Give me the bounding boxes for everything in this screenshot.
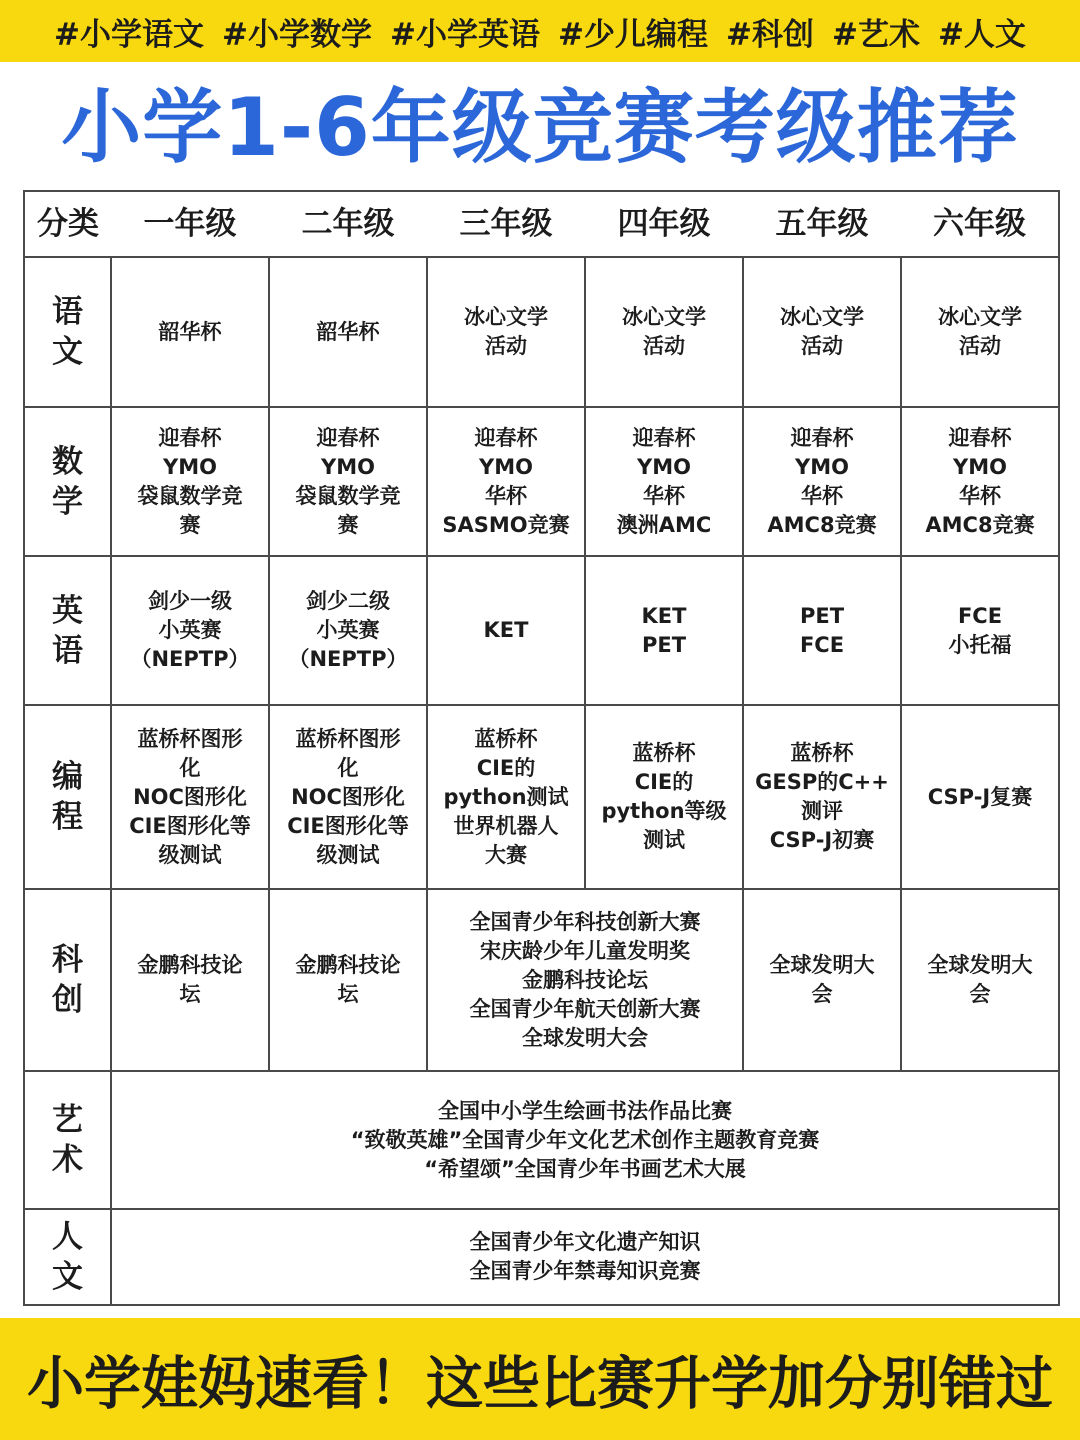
tag-science[interactable]: #科创: [725, 16, 814, 53]
cell-chinese-g4: 冰心文学 活动: [585, 257, 743, 407]
cell-art-all-grades: 全国中小学生绘画书法作品比赛 “致敬英雄”全国青少年文化艺术创作主题教育竞赛 “希望颂”全国青少年书画艺术大展: [111, 1071, 1059, 1209]
row-chinese: [24, 257, 1059, 407]
row-science: [24, 889, 1059, 1071]
cell-humanities-all-grades: 全国青少年文化遗产知识 全国青少年禁毒知识竞赛: [111, 1209, 1059, 1305]
tag-humanities[interactable]: #人文: [937, 16, 1026, 53]
header-grade-1: 一年级: [111, 191, 269, 257]
cell-science-g5: 全球发明大 会: [743, 889, 901, 1071]
cell-math-g5: 迎春杯 YMO 华杯 AMC8竞赛: [743, 407, 901, 556]
tag-coding[interactable]: #少儿编程: [558, 16, 708, 53]
cell-math-g2: 迎春杯 YMO 袋鼠数学竞 赛: [269, 407, 427, 556]
header-grade-3: 三年级: [427, 191, 585, 257]
cell-english-g2: 剑少二级 小英赛 （NEPTP）: [269, 556, 427, 705]
row-coding: [24, 705, 1059, 889]
row-art: [24, 1071, 1059, 1209]
cell-chinese-g2: 韶华杯: [269, 257, 427, 407]
cell-chinese-g6: 冰心文学 活动: [901, 257, 1059, 407]
cell-coding-g3: 蓝桥杯 CIE的 python测试 世界机器人 大赛: [427, 705, 585, 889]
category-humanities: 人 文: [24, 1209, 111, 1305]
header-grade-2: 二年级: [269, 191, 427, 257]
page-title: 小学1-6年级竞赛考级推荐: [61, 81, 1019, 174]
cell-coding-g6: CSP-J复赛: [901, 705, 1059, 889]
tag-bar: [0, 0, 1080, 62]
cell-science-g1: 金鹏科技论 坛: [111, 889, 269, 1071]
cell-science-g3-g4: 全国青少年科技创新大赛 宋庆龄少年儿童发明奖 金鹏科技论坛 全国青少年航天创新大赛 全球发明大会: [427, 889, 743, 1071]
cell-english-g1: 剑少一级 小英赛 （NEPTP）: [111, 556, 269, 705]
category-art: 艺 术: [24, 1071, 111, 1209]
category-chinese: 语 文: [24, 257, 111, 407]
tag-math[interactable]: #小学数学: [222, 16, 373, 53]
row-english: [24, 556, 1059, 705]
category-english: 英 语: [24, 556, 111, 705]
cell-math-g1: 迎春杯 YMO 袋鼠数学竞 赛: [111, 407, 269, 556]
category-coding: 编 程: [24, 705, 111, 889]
tag-english[interactable]: #小学英语: [390, 16, 540, 53]
cell-english-g4: KET PET: [585, 556, 743, 705]
header-grade-5: 五年级: [743, 191, 901, 257]
cell-science-g6: 全球发明大 会: [901, 889, 1059, 1071]
cell-science-g2: 金鹏科技论 坛: [269, 889, 427, 1071]
header-grade-4: 四年级: [585, 191, 743, 257]
row-math: [24, 407, 1059, 556]
tag-art[interactable]: #艺术: [831, 16, 920, 53]
cell-math-g3: 迎春杯 YMO 华杯 SASMO竞赛: [427, 407, 585, 556]
header-row: [24, 191, 1059, 257]
cell-english-g6: FCE 小托福: [901, 556, 1059, 705]
category-math: 数 学: [24, 407, 111, 556]
cell-coding-g2: 蓝桥杯图形 化 NOC图形化 CIE图形化等 级测试: [269, 705, 427, 889]
cell-chinese-g1: 韶华杯: [111, 257, 269, 407]
cell-math-g4: 迎春杯 YMO 华杯 澳洲AMC: [585, 407, 743, 556]
cell-coding-g4: 蓝桥杯 CIE的 python等级 测试: [585, 705, 743, 889]
header-grade-6: 六年级: [901, 191, 1059, 257]
cell-english-g3: KET: [427, 556, 585, 705]
cell-coding-g1: 蓝桥杯图形 化 NOC图形化 CIE图形化等 级测试: [111, 705, 269, 889]
cell-chinese-g3: 冰心文学 活动: [427, 257, 585, 407]
cell-english-g5: PET FCE: [743, 556, 901, 705]
category-science: 科 创: [24, 889, 111, 1071]
tag-chinese[interactable]: #小学语文: [54, 16, 205, 53]
cell-chinese-g5: 冰心文学 活动: [743, 257, 901, 407]
competition-table: [23, 190, 1060, 1306]
cell-math-g6: 迎春杯 YMO 华杯 AMC8竞赛: [901, 407, 1059, 556]
row-humanities: [24, 1209, 1059, 1305]
cell-coding-g5: 蓝桥杯 GESP的C++ 测评 CSP-J初赛: [743, 705, 901, 889]
footer-banner: 小学娃妈速看！这些比赛升学加分别错过: [0, 1318, 1080, 1440]
header-category: 分类: [24, 191, 111, 257]
